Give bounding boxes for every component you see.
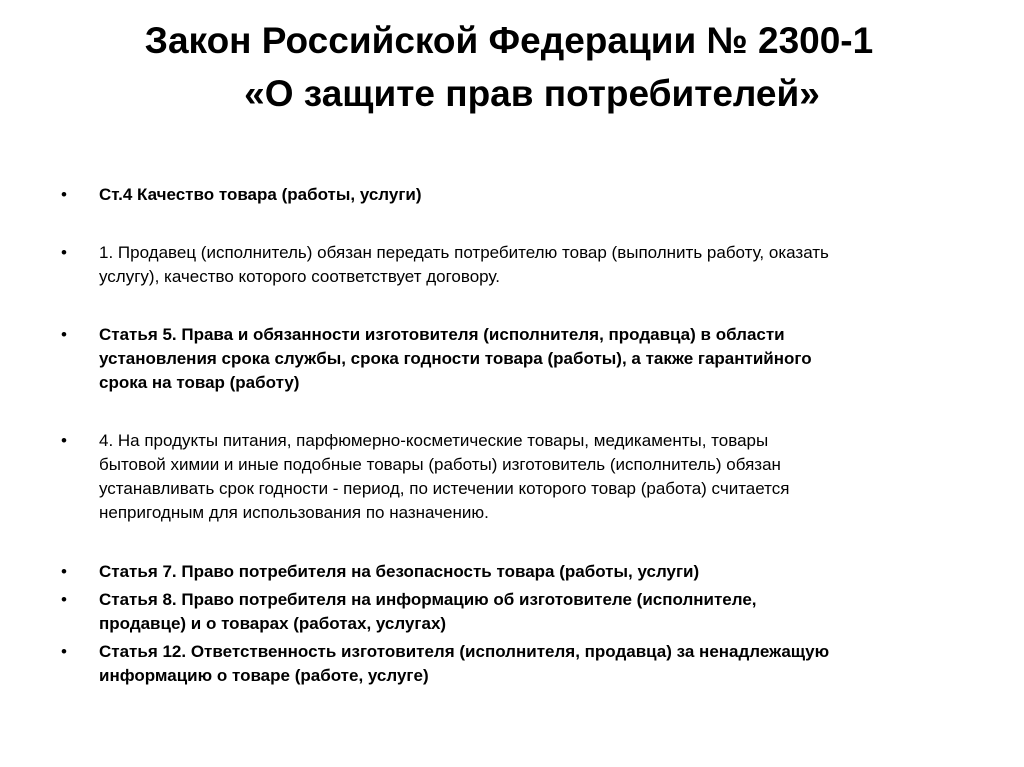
bullet-dot-6: •	[61, 590, 67, 609]
title-line-1: Закон Российской Федерации № 2300-1	[144, 20, 874, 61]
bullet-dot-1: •	[61, 185, 67, 204]
bullet-dot-4: •	[61, 431, 67, 450]
bullet-text-5	[99, 560, 979, 584]
bullet-dot-5: •	[61, 562, 67, 581]
bullet-3-line-2: установления срока службы, срока годности товара (работы), а также гарантийного	[99, 349, 812, 368]
bullet-text-3	[99, 323, 979, 395]
bullet-6-line-2: продавце) и о товарах (работах, услугах)	[99, 614, 447, 633]
bullet-4-line-4: непригодным для использования по назначению.	[99, 503, 489, 522]
bullet-2-line-2: услугу), качество которого соответствует договору.	[99, 267, 500, 286]
bullet-text-4	[99, 429, 979, 525]
bullet-3-line-3: срока на товар (работу)	[99, 373, 300, 392]
bullet-text-7	[99, 640, 979, 688]
bullet-4-line-2: бытовой химии и иные подобные товары (работы) изготовитель (исполнитель) обязан	[99, 455, 781, 474]
bullet-7-line-2: информацию о товаре (работе, услуге)	[99, 666, 429, 685]
bullet-6-line-1: Статья 8. Право потребителя на информацию об изготовителе (исполнителе,	[99, 590, 757, 609]
bullet-2-line-1: 1. Продавец (исполнитель) обязан передать потребителю товар (выполнить работу, оказать	[99, 243, 829, 262]
bullet-dot-3: •	[61, 325, 67, 344]
bullet-text-6	[99, 588, 979, 636]
bullet-7-line-1: Статья 12. Ответственность изготовителя (исполнителя, продавца) за ненадлежащую	[99, 642, 830, 661]
bullet-4-line-1: 4. На продукты питания, парфюмерно-косметические товары, медикаменты, товары	[99, 431, 769, 450]
bullet-1-line-1: Ст.4 Качество товара (работы, услуги)	[99, 185, 422, 204]
bullet-dot-2: •	[61, 243, 67, 262]
bullet-text-1	[99, 183, 979, 207]
bullet-dot-7: •	[61, 642, 67, 661]
bullet-4-line-3: устанавливать срок годности - период, по истечении которого товар (работа) считается	[99, 479, 790, 498]
title-line-2: «О защите прав потребителей»	[244, 73, 820, 114]
bullet-3-line-1: Статья 5. Права и обязанности изготовителя (исполнителя, продавца) в области	[99, 325, 785, 344]
bullet-5-line-1: Статья 7. Право потребителя на безопасность товара (работы, услуги)	[99, 562, 700, 581]
bullet-text-2	[99, 241, 979, 289]
